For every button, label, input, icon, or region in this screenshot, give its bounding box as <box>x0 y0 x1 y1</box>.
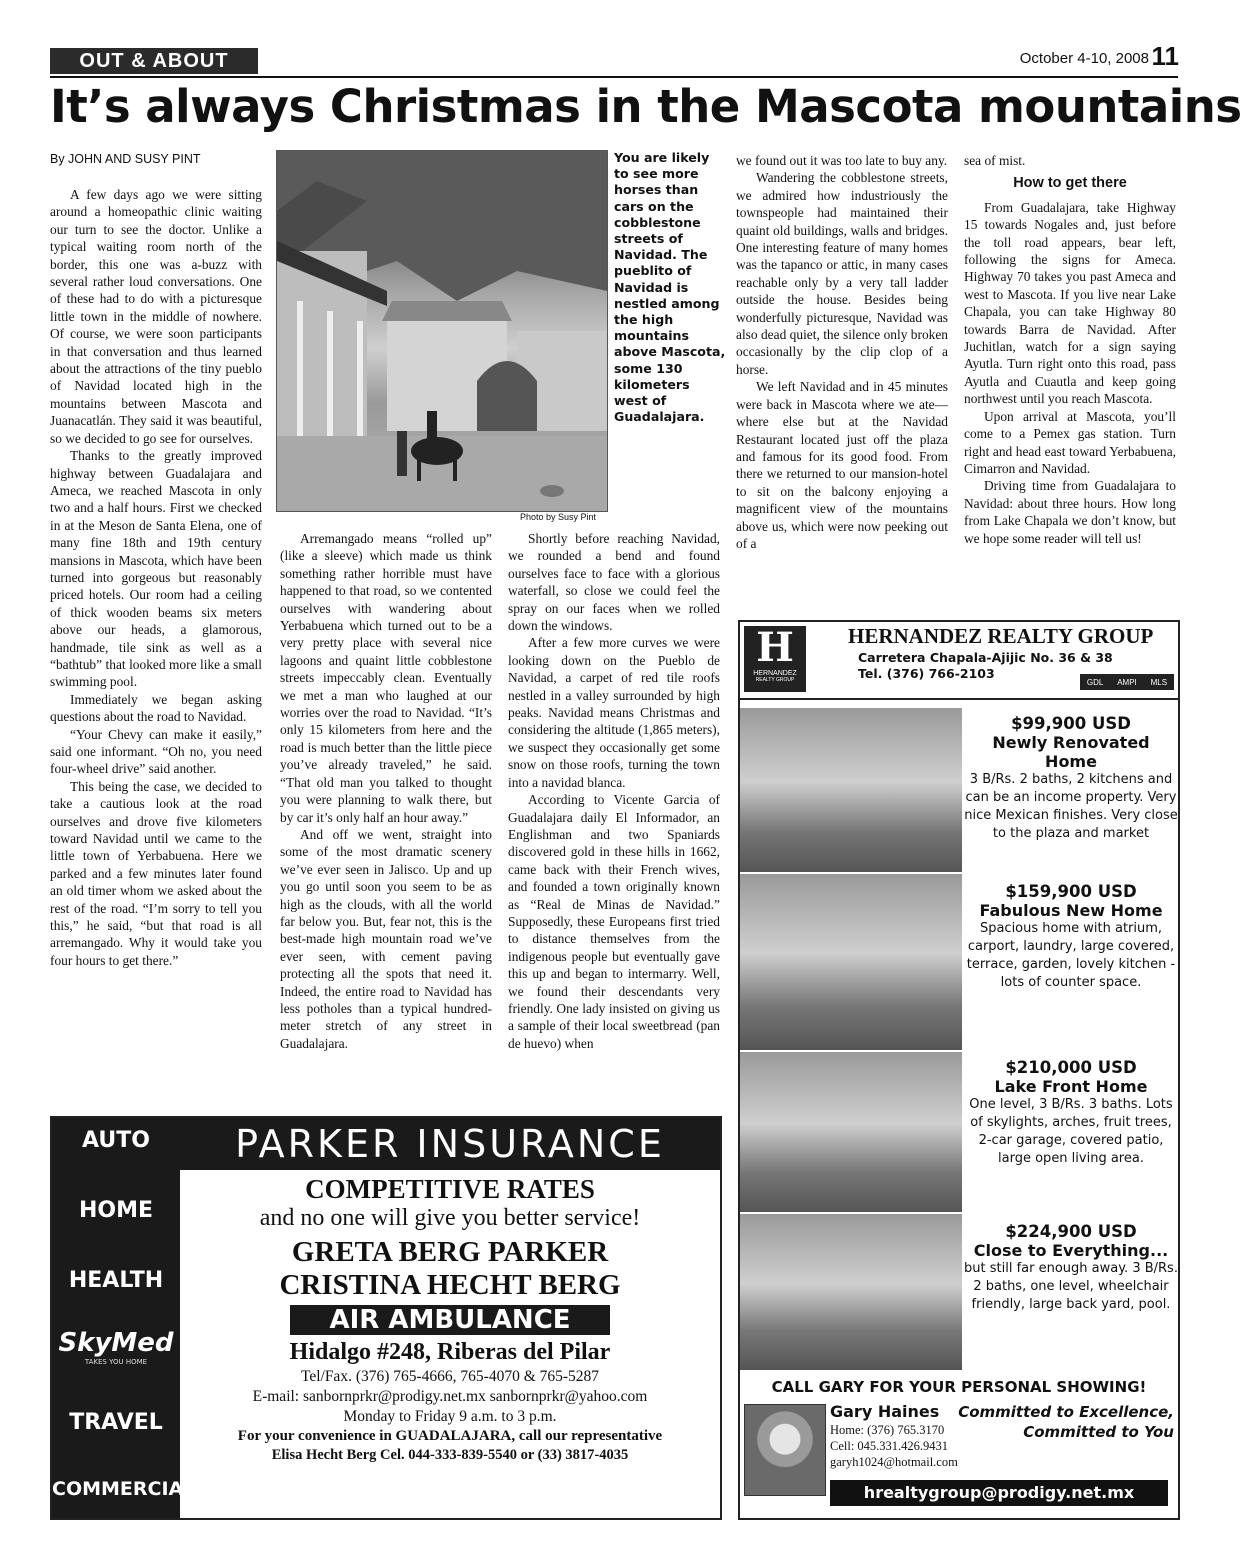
issue-date: October 4-10, 2008 <box>1019 50 1149 67</box>
article-column-1 <box>50 186 262 969</box>
paragraph: We left Navidad and in 45 minutes were back in Mascota where we ate—where else but at the Navidad Restaurant located just off the plaza and famous for its good food. From there we returned to our mansion-hotel to sit on the balcony enjoying a magnificent view of the mountains above us, which were now peeking out of a <box>736 379 948 551</box>
office-phones: Tel/Fax. (376) 765-4666, 765-4070 & 765-5287 <box>300 1368 600 1385</box>
office-email[interactable]: E-mail: sanbornprkr@prodigy.net.mx sanbornprkr@yahoo.com <box>252 1388 648 1405</box>
listing-description: but still far enough away. 3 B/Rs. 2 baths, one level, wheelchair friendly, large back yard, pool. <box>964 1261 1178 1312</box>
listing-title: Fabulous New Home <box>979 901 1163 920</box>
agent-email[interactable]: garyh1024@hotmail.com <box>830 1455 958 1469</box>
skymed-tagline: TAKES YOU HOME <box>84 1358 148 1366</box>
ad-body <box>180 1174 720 1464</box>
paragraph: Wandering the cobblestone streets, we admired how industriously the townspeople had maintained their quaint old buildings, walls and bridges. One interesting feature of many homes was the tapanco or attic, in many cases reachable only by a very tall ladder outside the house. Besides being wonderfully picturesque, Navidad was also dead quiet, the silence only broken occasionally by the clip clop of a horse. <box>736 170 948 377</box>
agent-slogan <box>958 1402 1174 1442</box>
slogan-line-2: Committed to You <box>1023 1423 1174 1441</box>
listing-title: Close to Everything... <box>973 1241 1169 1260</box>
realty-email-banner[interactable]: hrealtygroup@prodigy.net.mx <box>830 1480 1168 1506</box>
label-auto: AUTO <box>82 1128 150 1153</box>
representative-contact: Elisa Hecht Berg Cel. 044-333-839-5540 or (33) 3817-4035 <box>271 1447 629 1463</box>
skymed-logo <box>52 1328 180 1366</box>
listing-photo-4 <box>740 1214 962 1372</box>
agent-home-phone: Home: (376) 765.3170 <box>830 1423 945 1437</box>
paragraph: “Your Chevy can make it easily,” said one informant. “Oh no, you need four-wheel drive” said another. <box>50 726 262 777</box>
paragraph: sea of mist. <box>964 153 1026 168</box>
realty-phone: Tel. (376) 766-2103 <box>858 666 995 681</box>
logo-text: HERNANDEZ <box>753 670 797 677</box>
company-banner <box>180 1118 720 1170</box>
page-number: 11 <box>1151 41 1179 71</box>
rates-line: COMPETITIVE RATES <box>305 1174 595 1204</box>
listing-title: Lake Front Home <box>994 1077 1148 1096</box>
logo-h-icon: H <box>756 624 794 671</box>
office-hours: Monday to Friday 9 a.m. to 3 p.m. <box>343 1408 557 1425</box>
listing-description: One level, 3 B/Rs. 3 baths. Lots of skylights, arches, fruit trees, 2-car garage, covered patio, large open living area. <box>969 1097 1173 1166</box>
header-rule <box>50 76 1178 78</box>
realty-header <box>740 622 1178 700</box>
agent-name: Gary Haines <box>830 1402 940 1421</box>
skymed-name: SkyMed <box>58 1328 174 1358</box>
paragraph: we found out it was too late to buy any. <box>736 153 948 168</box>
listing-price: $159,900 USD <box>1005 882 1137 901</box>
listing-3[interactable] <box>964 1058 1178 1168</box>
listing-photo-3 <box>740 1052 962 1214</box>
listing-1[interactable] <box>964 714 1178 843</box>
paragraph: Shortly before reaching Navidad, we rounded a bend and found ourselves face to face with a glorious waterfall, so close we could feel the spray on our faces when we rolled down the windows. <box>508 531 720 634</box>
call-gary-banner: CALL GARY FOR YOUR PERSONAL SHOWING! <box>771 1378 1147 1396</box>
paragraph: This being the case, we decided to take a cautious look at the road ourselves and drove five kilometers toward Navidad until we came to the little town of Yerbabuena. Here we parked and a few minutes later found an old timer whom we asked about the rest of the road. “I’m sorry to tell you this,” he said, “but that road is all arremangado. Why it would take you four hours to get there.” <box>50 778 262 968</box>
label-commercial: COMMERCIAL <box>52 1478 196 1500</box>
section-tag: OUT & ABOUT <box>50 48 258 74</box>
listing-price: $99,900 USD <box>1011 714 1131 733</box>
paragraph: A few days ago we were sitting around a homeopathic clinic waiting our turn to see the doctor. Unlike a typical waiting room north of the border, this one was a-buzz with several rather loud conversations. One of these had to do with a picturesque little town in the middle of nowhere. Of course, we were soon participants in that conversation and thus learned about the attractions of the tiny pueblo of Navidad located high in the mountains between Mascota and Juanacatlán. They said it was beautiful, so we decided to go see for ourselves. <box>50 187 262 446</box>
paragraph: And off we went, straight into some of the most dramatic scenery we’ve ever seen in Jalisco. Up and up you go until soon you seem to be as high as the clouds, with all the world far below you. But, fear not, this is the best-made high mountain road we’ve ever seen, with cement paving protecting all the spots that need it. Indeed, the entire road to Navidad has less potholes than a typical hundred-meter stretch of any street in Guadalajara. <box>280 826 492 1051</box>
agent-contacts <box>830 1422 958 1470</box>
realty-name: HERNANDEZ REALTY GROUP <box>848 624 1154 648</box>
guadalajara-note: For your convenience in GUADALAJARA, call our representative <box>237 1428 663 1444</box>
affiliation-badges <box>1080 674 1174 690</box>
article-column-5 <box>964 152 1176 547</box>
paragraph: From Guadalajara, take Highway 15 towards Nogales and, just before the toll road appears, bear left, following the signs for Ameca. Highway 70 takes you past Ameca and west to Mascota. If you live near Lake Chapala, you can take Highway 80 towards Barra de Navidad. After Juchitlan, watch for a sign saying Ayutla. Turn right onto this road, pass Ayutla and Cuautla and keep going northwest until you reach Mascota. <box>964 199 1176 407</box>
listing-2[interactable] <box>964 882 1178 992</box>
byline: By JOHN AND SUSY PINT <box>50 152 201 166</box>
label-health: HEALTH <box>68 1268 164 1293</box>
listing-price: $210,000 USD <box>1005 1058 1137 1077</box>
realty-address: Carretera Chapala-Ajijic No. 36 & 38 <box>858 650 1113 665</box>
agent-photo <box>744 1404 826 1496</box>
office-address: Hidalgo #248, Riberas del Pilar <box>289 1339 611 1365</box>
listing-title: Newly Renovated Home <box>992 733 1150 771</box>
hernandez-realty-ad <box>738 620 1180 1520</box>
navidad-street-photo <box>276 150 608 512</box>
slogan-line-1: Committed to Excellence, <box>958 1403 1174 1421</box>
listing-photo-2 <box>740 874 962 1052</box>
parker-insurance-ad <box>50 1116 722 1520</box>
paragraph: After a few more curves we were looking down on the Pueblo de Navidad, a carpet of red tile roofs nestled in a valley surrounded by high peaks. Navidad means Christmas and considering the altitude (1,865 meters), we suspect they occasionally get some snow on those roofs, turning the town into a navidad blanca. <box>508 635 720 790</box>
paragraph: Driving time from Guadalajara to Navidad: about three hours. How long from Lake Chapala we don’t know, but we hope some reader will tell us! <box>964 478 1176 546</box>
article-column-4 <box>736 152 948 552</box>
ad-sidebar <box>52 1118 196 1518</box>
listing-photo-1 <box>740 708 962 874</box>
promise-line: and no one will give you better service! <box>259 1205 641 1231</box>
article-column-2 <box>280 530 492 1052</box>
paragraph: Thanks to the greatly improved highway between Guadalajara and Ameca, we reached Mascota in only two and a half hours. First we checked in at the Meson de Santa Elena, one of many fine 18th and 19th century mansions in Mascota, which have been turned into gorgeous but reasonably priced hotels. Our room had a ceiling of thick wooden beams six meters above our heads, a glamorous, handmade, tile sink as well as a “bathtub” that looked more like a small swimming pool. <box>50 448 262 690</box>
logo-subtext: REALTY GROUP <box>755 677 795 683</box>
realty-logo <box>744 626 806 692</box>
paragraph: Arremangado means “rolled up” (like a sleeve) which made us think something rather horrible must have happened to that road, so we contented ourselves with wandering about Yerbabuena which turned out to be a very pretty place with several nice lagoons and quaint little cobblestone streets impeccably clean. Eventually we met a man who laughed at our worries over the road to Navidad. “It’s only 15 kilometers from here and the road is much better than the little piece you’ve already traveled,” he said. “That old man you talked to thought you were planning to walk there, but by car it’s only half an hour away.” <box>280 531 492 825</box>
photo-illustration <box>277 151 607 511</box>
photo-credit: Photo by Susy Pint <box>520 512 597 522</box>
badge-gdl: GDL <box>1086 677 1104 687</box>
label-home: HOME <box>78 1198 154 1223</box>
agent-name-1: GRETA BERG PARKER <box>291 1236 609 1268</box>
listing-description: Spacious home with atrium, carport, laundry, large covered, terrace, garden, lovely kitchen - lots of counter space. <box>966 921 1176 990</box>
label-travel: TRAVEL <box>69 1410 163 1435</box>
badge-mls: MLS <box>1150 677 1168 687</box>
headline: It’s always Christmas in the Mascota mountains <box>50 80 1242 133</box>
air-ambulance-banner: AIR AMBULANCE <box>290 1305 610 1335</box>
badge-ampi: AMPI <box>1117 677 1137 687</box>
agent-cell-phone: Cell: 045.331.426.9431 <box>830 1439 949 1453</box>
agent-name-2: CRISTINA HECHT BERG <box>279 1269 621 1301</box>
listing-4[interactable] <box>964 1222 1178 1314</box>
company-name: PARKER INSURANCE <box>235 1122 665 1166</box>
paragraph: Immediately we began asking questions about the road to Navidad. <box>50 691 262 725</box>
photo-caption: You are likely to see more horses than cars on the cobblestone streets of Navidad. The pueblito of Navidad is nestled among the high mountains above Mascota, some 130 kilometers west of Guadalajara. <box>614 150 726 425</box>
subhead-how-to-get-there: How to get there <box>1013 175 1127 192</box>
listing-price: $224,900 USD <box>1005 1222 1137 1241</box>
listing-description: 3 B/Rs. 2 baths, 2 kitchens and can be an income property. Very nice Mexican finishes. Very close to the plaza and market <box>964 772 1178 841</box>
article-column-3 <box>508 530 720 1052</box>
paragraph: Upon arrival at Mascota, you’ll come to a Pemex gas station. Turn right and head east toward Yerbabuena, Cimarron and Navidad. <box>964 408 1176 476</box>
paragraph: According to Vicente Garcia of Guadalajara daily El Informador, an Englishman and two Spaniards discovered gold in these hills in 1662, came back with their French wives, and founded a town originally known as “Real de Minas de Navidad.” Supposedly, these Europeans first tried to distance themselves from the indigenous people but eventually gave this up and began to intermarry. Well, we found their descendants very friendly. One lady insisted on giving us a sample of their local sweetbread (pan de huevo) when <box>508 792 720 1051</box>
